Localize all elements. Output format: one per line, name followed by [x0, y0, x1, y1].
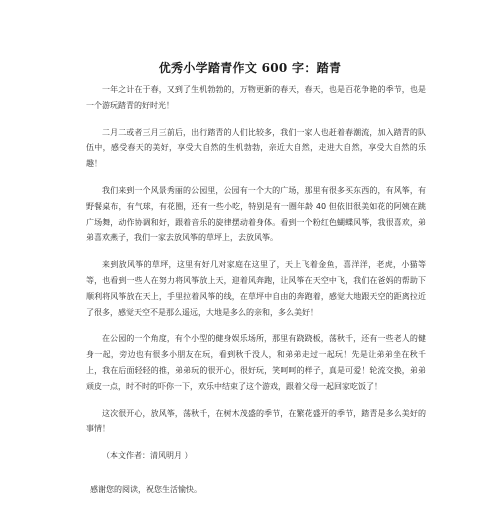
paragraph-4: 来到放风筝的草坪，这里有好几对家庭在这里了，天上飞着金鱼，喜洋洋，老虎，小猫等等，也看到一些人在努力将风筝放上天，迎着风奔跑，让风筝在天空中飞，我们在爸妈的帮助下顺利将风筝放在天上，手里拉着风筝的线，在草坪中自由的奔跑着，感觉大地跟天空的距离拉近了很多，感觉天空不是那么遥远，大地是多么的亲和，多么美好！ [86, 260, 426, 317]
paragraph-6: 这次很开心，放风筝，荡秋千，在树木茂盛的季节，在繁花盛开的季节，踏青是多么美好的事情！ [86, 408, 426, 434]
paragraph-3: 我们来到一个风景秀丽的公园里，公园有一个大的广场，那里有很多买东西的，有风筝，有野餐桌布，有气球，有花圈，还有一些小吃，特别是有一圈年龄 40 但依旧很美如花的阿姨在跳广场舞，动作协调和好，跟着音乐的旋律摆动着身体。看到一个粉红色蝴蝶风筝，我很喜欢，弟弟喜欢燕子，我们一家去放风筝的草坪上，去放风筝。 [86, 185, 426, 243]
closing-line: 感谢您的阅读，祝您生活愉快。 [90, 485, 202, 494]
paragraph-1: 一年之计在于春，又到了生机勃勃的，万物更新的春天，春天，也是百花争艳的季节，也是一个游玩踏青的好时光！ [86, 85, 426, 110]
paragraph-2: 二月二或者三月三前后，出行踏青的人们比较多，我们一家人也赶着春潮流，加入踏青的队伍中，感受春天的美好，享受大自然的生机勃勃，亲近大自然，走进大自然，享受大自然的乐趣！ [86, 127, 426, 169]
document-body [86, 82, 426, 475]
document-title: 优秀小学踏青作文 600 字：踏青 [158, 61, 342, 75]
paragraph-5: 在公园的一个角度，有个小型的健身娱乐场所，那里有跷跷板，荡秋千，还有一些老人的健身一起，旁边也有很多小朋友在玩，看到秋千没人，和弟弟走过一起玩！先是让弟弟坐在秋千上，我在后面轻轻的推，弟弟玩的很开心，很好玩，笑呵呵的样子，真是可爱！轮流交换，弟弟顽皮一点，时不时的吓你一下，欢乐中结束了这个游戏，跟着父母一起回家吃饭了！ [86, 334, 426, 391]
author-line: （本文作者：清风明月 ） [102, 451, 193, 461]
